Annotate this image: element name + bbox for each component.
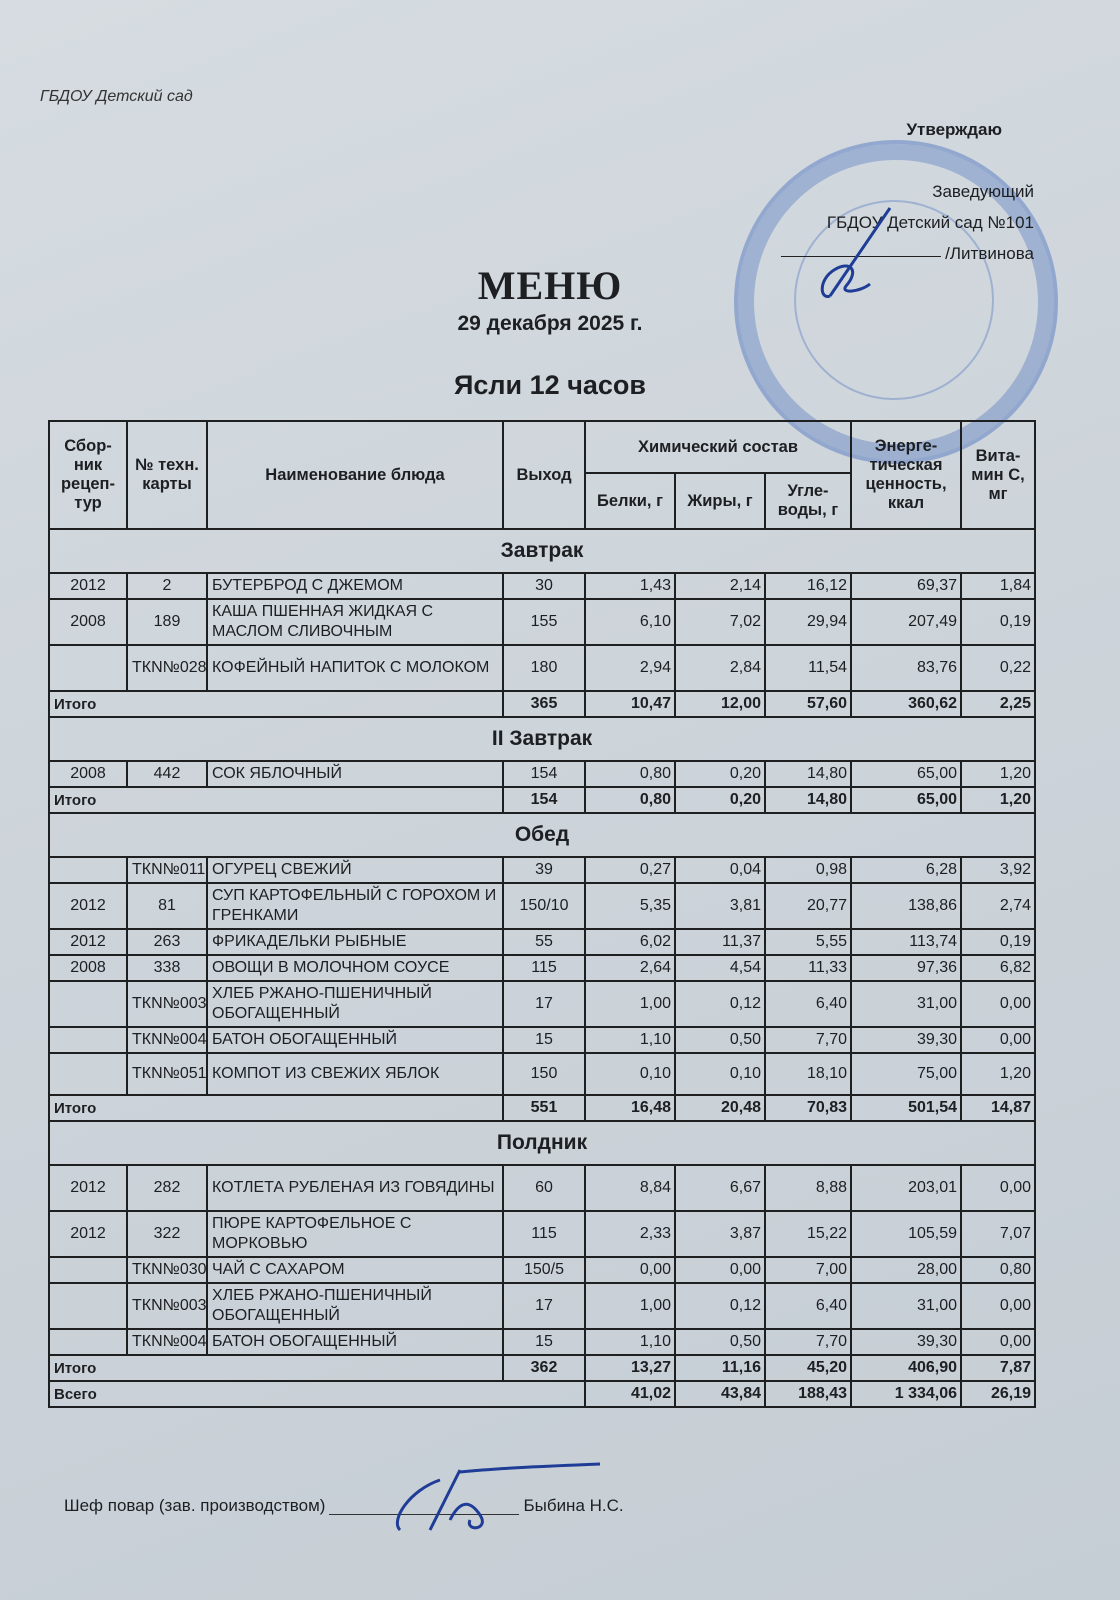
yield-cell: 17 bbox=[503, 981, 585, 1027]
dish-name-cell: СУП КАРТОФЕЛЬНЫЙ С ГОРОХОМ И ГРЕНКАМИ bbox=[207, 883, 503, 929]
tech-card-cell: ТКN№003 bbox=[127, 1283, 207, 1329]
nutrient-cell-v: 2,74 bbox=[961, 883, 1035, 929]
recipe-collection-cell: 2012 bbox=[49, 573, 127, 599]
nutrient-cell-p: 5,35 bbox=[585, 883, 675, 929]
recipe-collection-cell: 2012 bbox=[49, 1211, 127, 1257]
subtotal-label: Итого bbox=[49, 1355, 503, 1381]
header-protein: Белки, г bbox=[585, 473, 675, 529]
grand-total-cell-v: 26,19 bbox=[961, 1381, 1035, 1407]
recipe-collection-cell bbox=[49, 857, 127, 883]
chef-signature-block bbox=[64, 1496, 624, 1516]
table-row bbox=[49, 1257, 1035, 1283]
nutrient-cell-e: 97,36 bbox=[851, 955, 961, 981]
nutrient-cell-e: 69,37 bbox=[851, 573, 961, 599]
nutrient-cell-p: 0,10 bbox=[585, 1053, 675, 1095]
nutrient-cell-v: 0,00 bbox=[961, 1165, 1035, 1211]
dish-name-cell: КОФЕЙНЫЙ НАПИТОК С МОЛОКОМ bbox=[207, 645, 503, 691]
nutrient-cell-v: 1,20 bbox=[961, 1053, 1035, 1095]
subtotal-cell-e: 65,00 bbox=[851, 787, 961, 813]
nutrient-cell-f: 2,84 bbox=[675, 645, 765, 691]
subtotal-cell-p: 16,48 bbox=[585, 1095, 675, 1121]
subtotal-row bbox=[49, 1095, 1035, 1121]
section-title: Полдник bbox=[49, 1121, 1035, 1165]
header-collection: Сбор-ник рецеп-тур bbox=[49, 421, 127, 529]
nutrient-cell-p: 0,27 bbox=[585, 857, 675, 883]
yield-cell: 15 bbox=[503, 1027, 585, 1053]
table-row bbox=[49, 1165, 1035, 1211]
recipe-collection-cell bbox=[49, 981, 127, 1027]
yield-cell: 60 bbox=[503, 1165, 585, 1211]
recipe-collection-cell bbox=[49, 1257, 127, 1283]
recipe-collection-cell: 2008 bbox=[49, 955, 127, 981]
nutrient-cell-v: 0,19 bbox=[961, 599, 1035, 645]
nutrient-cell-f: 0,50 bbox=[675, 1329, 765, 1355]
recipe-collection-cell: 2008 bbox=[49, 761, 127, 787]
header-chemical-composition: Химический состав bbox=[585, 421, 851, 473]
recipe-collection-cell: 2012 bbox=[49, 1165, 127, 1211]
nutrient-cell-f: 3,81 bbox=[675, 883, 765, 929]
nutrient-cell-c: 6,40 bbox=[765, 1283, 851, 1329]
header-dish: Наименование блюда bbox=[207, 421, 503, 529]
chef-name: Быбина Н.С. bbox=[523, 1496, 624, 1515]
subtotal-yield: 365 bbox=[503, 691, 585, 717]
subtotal-cell-p: 0,80 bbox=[585, 787, 675, 813]
nutrient-cell-c: 8,88 bbox=[765, 1165, 851, 1211]
yield-cell: 155 bbox=[503, 599, 585, 645]
tech-card-cell: 442 bbox=[127, 761, 207, 787]
grand-total-cell-c: 188,43 bbox=[765, 1381, 851, 1407]
header-fat: Жиры, г bbox=[675, 473, 765, 529]
nutrient-cell-v: 0,00 bbox=[961, 1283, 1035, 1329]
nutrient-cell-v: 0,00 bbox=[961, 981, 1035, 1027]
nutrient-cell-c: 14,80 bbox=[765, 761, 851, 787]
tech-card-cell: 263 bbox=[127, 929, 207, 955]
yield-cell: 30 bbox=[503, 573, 585, 599]
table-row bbox=[49, 1053, 1035, 1095]
table-row bbox=[49, 981, 1035, 1027]
dish-name-cell: ЧАЙ С САХАРОМ bbox=[207, 1257, 503, 1283]
grand-total-label: Всего bbox=[49, 1381, 585, 1407]
nutrient-cell-c: 7,70 bbox=[765, 1027, 851, 1053]
nutrient-cell-p: 2,94 bbox=[585, 645, 675, 691]
table-row bbox=[49, 1211, 1035, 1257]
chef-signature-line bbox=[329, 1514, 519, 1515]
nutrient-cell-v: 0,00 bbox=[961, 1329, 1035, 1355]
nutrient-cell-e: 207,49 bbox=[851, 599, 961, 645]
nutrient-cell-p: 1,00 bbox=[585, 1283, 675, 1329]
nutrient-cell-c: 7,00 bbox=[765, 1257, 851, 1283]
nutrient-cell-e: 31,00 bbox=[851, 1283, 961, 1329]
subtotal-cell-c: 14,80 bbox=[765, 787, 851, 813]
tech-card-cell: ТКN№003 bbox=[127, 981, 207, 1027]
nutrient-cell-c: 5,55 bbox=[765, 929, 851, 955]
nutrient-cell-v: 6,82 bbox=[961, 955, 1035, 981]
approval-institution: ГБДОУ Детский сад №101 bbox=[826, 213, 1034, 232]
nutrient-cell-f: 2,14 bbox=[675, 573, 765, 599]
section-row bbox=[49, 1121, 1035, 1165]
nutrient-cell-e: 113,74 bbox=[851, 929, 961, 955]
document-title: МЕНЮ bbox=[477, 263, 623, 308]
table-row bbox=[49, 1283, 1035, 1329]
subtotal-cell-f: 11,16 bbox=[675, 1355, 765, 1381]
nutrient-cell-c: 6,40 bbox=[765, 981, 851, 1027]
nutrient-cell-e: 203,01 bbox=[851, 1165, 961, 1211]
nutrient-cell-f: 0,10 bbox=[675, 1053, 765, 1095]
table-row bbox=[49, 761, 1035, 787]
subtotal-cell-c: 57,60 bbox=[765, 691, 851, 717]
dish-name-cell: БАТОН ОБОГАЩЕННЫЙ bbox=[207, 1329, 503, 1355]
table-row bbox=[49, 1027, 1035, 1053]
nutrient-cell-v: 1,20 bbox=[961, 761, 1035, 787]
tech-card-cell: 189 bbox=[127, 599, 207, 645]
section-title: II Завтрак bbox=[49, 717, 1035, 761]
subtotal-cell-c: 45,20 bbox=[765, 1355, 851, 1381]
nutrient-cell-p: 1,00 bbox=[585, 981, 675, 1027]
nutrient-cell-e: 138,86 bbox=[851, 883, 961, 929]
approval-signatory: /Литвинова bbox=[945, 244, 1034, 263]
nutrient-cell-f: 0,12 bbox=[675, 1283, 765, 1329]
approval-title: Утверждаю bbox=[906, 120, 1002, 139]
subtotal-cell-v: 2,25 bbox=[961, 691, 1035, 717]
yield-cell: 150/10 bbox=[503, 883, 585, 929]
subtotal-cell-v: 14,87 bbox=[961, 1095, 1035, 1121]
recipe-collection-cell: 2012 bbox=[49, 883, 127, 929]
tech-card-cell: 282 bbox=[127, 1165, 207, 1211]
nutrient-cell-f: 6,67 bbox=[675, 1165, 765, 1211]
tech-card-cell: 322 bbox=[127, 1211, 207, 1257]
nutrient-cell-f: 7,02 bbox=[675, 599, 765, 645]
yield-cell: 55 bbox=[503, 929, 585, 955]
nutrient-cell-e: 83,76 bbox=[851, 645, 961, 691]
subtotal-yield: 551 bbox=[503, 1095, 585, 1121]
tech-card-cell: ТКN№004 bbox=[127, 1329, 207, 1355]
recipe-collection-cell bbox=[49, 1329, 127, 1355]
yield-cell: 115 bbox=[503, 955, 585, 981]
tech-card-cell: ТКN№011 bbox=[127, 857, 207, 883]
dish-name-cell: КОТЛЕТА РУБЛЕНАЯ ИЗ ГОВЯДИНЫ bbox=[207, 1165, 503, 1211]
subtotal-cell-f: 20,48 bbox=[675, 1095, 765, 1121]
recipe-collection-cell: 2008 bbox=[49, 599, 127, 645]
tech-card-cell: 338 bbox=[127, 955, 207, 981]
nutrient-cell-v: 1,84 bbox=[961, 573, 1035, 599]
dish-name-cell: БАТОН ОБОГАЩЕННЫЙ bbox=[207, 1027, 503, 1053]
yield-cell: 39 bbox=[503, 857, 585, 883]
subtotal-cell-p: 13,27 bbox=[585, 1355, 675, 1381]
dish-name-cell: ХЛЕБ РЖАНО-ПШЕНИЧНЫЙ ОБОГАЩЕННЫЙ bbox=[207, 1283, 503, 1329]
header-carbs: Угле-воды, г bbox=[765, 473, 851, 529]
nutrient-cell-p: 8,84 bbox=[585, 1165, 675, 1211]
dish-name-cell: ОГУРЕЦ СВЕЖИЙ bbox=[207, 857, 503, 883]
subtotal-cell-c: 70,83 bbox=[765, 1095, 851, 1121]
yield-cell: 150 bbox=[503, 1053, 585, 1095]
nutrient-cell-v: 0,00 bbox=[961, 1027, 1035, 1053]
table-row bbox=[49, 883, 1035, 929]
subtotal-row bbox=[49, 787, 1035, 813]
tech-card-cell: ТКN№004 bbox=[127, 1027, 207, 1053]
subtotal-yield: 362 bbox=[503, 1355, 585, 1381]
table-row bbox=[49, 857, 1035, 883]
yield-cell: 154 bbox=[503, 761, 585, 787]
grand-total-row bbox=[49, 1381, 1035, 1407]
recipe-collection-cell bbox=[49, 1283, 127, 1329]
document-date: 29 декабря 2025 г. bbox=[457, 312, 643, 335]
dish-name-cell: СОК ЯБЛОЧНЫЙ bbox=[207, 761, 503, 787]
nutrient-cell-c: 29,94 bbox=[765, 599, 851, 645]
header-energy: Энерге-тическая ценность, ккал bbox=[851, 421, 961, 529]
nutrient-cell-v: 3,92 bbox=[961, 857, 1035, 883]
subtotal-cell-v: 1,20 bbox=[961, 787, 1035, 813]
subtotal-cell-e: 406,90 bbox=[851, 1355, 961, 1381]
nutrient-cell-c: 11,33 bbox=[765, 955, 851, 981]
section-row bbox=[49, 717, 1035, 761]
subtotal-cell-e: 360,62 bbox=[851, 691, 961, 717]
table-row bbox=[49, 929, 1035, 955]
recipe-collection-cell: 2012 bbox=[49, 929, 127, 955]
approval-position: Заведующий bbox=[932, 182, 1034, 201]
section-row bbox=[49, 529, 1035, 573]
nutrient-cell-p: 1,10 bbox=[585, 1027, 675, 1053]
tech-card-cell: ТКN№051 bbox=[127, 1053, 207, 1095]
nutrient-cell-e: 75,00 bbox=[851, 1053, 961, 1095]
subtotal-label: Итого bbox=[49, 691, 503, 717]
subtotal-cell-f: 12,00 bbox=[675, 691, 765, 717]
grand-total-cell-e: 1 334,06 bbox=[851, 1381, 961, 1407]
nutrient-cell-c: 18,10 bbox=[765, 1053, 851, 1095]
subtotal-label: Итого bbox=[49, 1095, 503, 1121]
nutrient-cell-p: 6,02 bbox=[585, 929, 675, 955]
tech-card-cell: ТКN№030 bbox=[127, 1257, 207, 1283]
signature-line bbox=[781, 256, 941, 257]
nutrient-cell-v: 0,19 bbox=[961, 929, 1035, 955]
nutrient-cell-c: 16,12 bbox=[765, 573, 851, 599]
header-card: № техн. карты bbox=[127, 421, 207, 529]
nutrient-cell-f: 0,00 bbox=[675, 1257, 765, 1283]
nutrient-cell-c: 11,54 bbox=[765, 645, 851, 691]
recipe-collection-cell bbox=[49, 1027, 127, 1053]
section-row bbox=[49, 813, 1035, 857]
nutrient-cell-c: 15,22 bbox=[765, 1211, 851, 1257]
subtotal-cell-v: 7,87 bbox=[961, 1355, 1035, 1381]
subtotal-label: Итого bbox=[49, 787, 503, 813]
dish-name-cell: БУТЕРБРОД С ДЖЕМОМ bbox=[207, 573, 503, 599]
nutrient-cell-e: 6,28 bbox=[851, 857, 961, 883]
recipe-collection-cell bbox=[49, 645, 127, 691]
yield-cell: 115 bbox=[503, 1211, 585, 1257]
nutrient-cell-p: 2,33 bbox=[585, 1211, 675, 1257]
nutrient-cell-e: 28,00 bbox=[851, 1257, 961, 1283]
nutrient-cell-c: 0,98 bbox=[765, 857, 851, 883]
nutrient-cell-f: 3,87 bbox=[675, 1211, 765, 1257]
nutrient-cell-v: 7,07 bbox=[961, 1211, 1035, 1257]
chef-label: Шеф повар (зав. производством) bbox=[64, 1496, 326, 1515]
table-row bbox=[49, 645, 1035, 691]
dish-name-cell: ХЛЕБ РЖАНО-ПШЕНИЧНЫЙ ОБОГАЩЕННЫЙ bbox=[207, 981, 503, 1027]
nutrient-cell-f: 0,12 bbox=[675, 981, 765, 1027]
dish-name-cell: КАША ПШЕННАЯ ЖИДКАЯ С МАСЛОМ СЛИВОЧНЫМ bbox=[207, 599, 503, 645]
recipe-collection-cell bbox=[49, 1053, 127, 1095]
grand-total-cell-f: 43,84 bbox=[675, 1381, 765, 1407]
table-row bbox=[49, 955, 1035, 981]
nutrient-cell-p: 2,64 bbox=[585, 955, 675, 981]
menu-table bbox=[48, 420, 1036, 1408]
nutrient-cell-c: 20,77 bbox=[765, 883, 851, 929]
nutrient-cell-f: 11,37 bbox=[675, 929, 765, 955]
subtotal-yield: 154 bbox=[503, 787, 585, 813]
dish-name-cell: ПЮРЕ КАРТОФЕЛЬНОЕ С МОРКОВЬЮ bbox=[207, 1211, 503, 1257]
document-group: Ясли 12 часов bbox=[453, 370, 646, 400]
dish-name-cell: ФРИКАДЕЛЬКИ РЫБНЫЕ bbox=[207, 929, 503, 955]
section-title: Обед bbox=[49, 813, 1035, 857]
section-title: Завтрак bbox=[49, 529, 1035, 573]
table-row bbox=[49, 573, 1035, 599]
subtotal-cell-e: 501,54 bbox=[851, 1095, 961, 1121]
header-vitamin-c: Вита-мин С, мг bbox=[961, 421, 1035, 529]
nutrient-cell-p: 6,10 bbox=[585, 599, 675, 645]
nutrient-cell-c: 7,70 bbox=[765, 1329, 851, 1355]
nutrient-cell-p: 1,43 bbox=[585, 573, 675, 599]
dish-name-cell: ОВОЩИ В МОЛОЧНОМ СОУСЕ bbox=[207, 955, 503, 981]
nutrient-cell-e: 39,30 bbox=[851, 1027, 961, 1053]
nutrient-cell-p: 0,80 bbox=[585, 761, 675, 787]
subtotal-row bbox=[49, 1355, 1035, 1381]
tech-card-cell: ТКN№028 bbox=[127, 645, 207, 691]
table-row bbox=[49, 1329, 1035, 1355]
nutrient-cell-f: 0,04 bbox=[675, 857, 765, 883]
nutrient-cell-f: 4,54 bbox=[675, 955, 765, 981]
tech-card-cell: 2 bbox=[127, 573, 207, 599]
nutrient-cell-e: 39,30 bbox=[851, 1329, 961, 1355]
nutrient-cell-p: 0,00 bbox=[585, 1257, 675, 1283]
yield-cell: 15 bbox=[503, 1329, 585, 1355]
nutrient-cell-p: 1,10 bbox=[585, 1329, 675, 1355]
subtotal-row bbox=[49, 691, 1035, 717]
dish-name-cell: КОМПОТ ИЗ СВЕЖИХ ЯБЛОК bbox=[207, 1053, 503, 1095]
yield-cell: 180 bbox=[503, 645, 585, 691]
nutrient-cell-e: 105,59 bbox=[851, 1211, 961, 1257]
subtotal-cell-p: 10,47 bbox=[585, 691, 675, 717]
yield-cell: 150/5 bbox=[503, 1257, 585, 1283]
nutrient-cell-f: 0,50 bbox=[675, 1027, 765, 1053]
nutrient-cell-e: 65,00 bbox=[851, 761, 961, 787]
grand-total-cell-p: 41,02 bbox=[585, 1381, 675, 1407]
nutrient-cell-e: 31,00 bbox=[851, 981, 961, 1027]
approval-block bbox=[781, 114, 1034, 269]
yield-cell: 17 bbox=[503, 1283, 585, 1329]
table-row bbox=[49, 599, 1035, 645]
organization-name: ГБДОУ Детский сад bbox=[40, 88, 193, 105]
nutrient-cell-v: 0,80 bbox=[961, 1257, 1035, 1283]
header-yield: Выход bbox=[503, 421, 585, 529]
nutrient-cell-v: 0,22 bbox=[961, 645, 1035, 691]
nutrient-cell-f: 0,20 bbox=[675, 761, 765, 787]
tech-card-cell: 81 bbox=[127, 883, 207, 929]
subtotal-cell-f: 0,20 bbox=[675, 787, 765, 813]
